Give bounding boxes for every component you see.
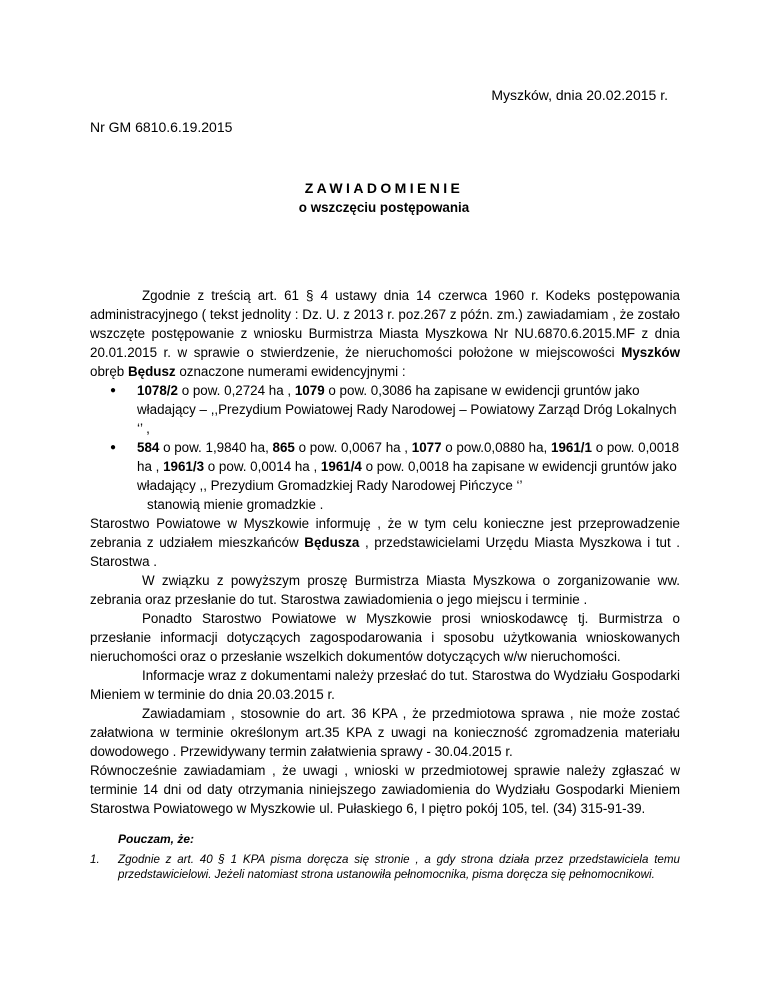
instruction-text: Zgodnie z art. 40 § 1 KPA pisma doręcza się stronie , a gdy strona działa przez przedstawiciela temu przedstawicielowi. Jeżeli natomiast strona ustanowiła pełnomocnika, pisma doręcza się pełnomocnikowi. <box>118 853 680 882</box>
instruction-heading: Pouczam, że: <box>118 832 195 846</box>
list-item: ● 1078/2 o pow. 0,2724 ha , 1079 o pow. 0,3086 ha zapisane w ewidencji gruntów jako władający – ,,Prezydium Powiatowej Rady Narodowej – Powiatowy Zarząd Dróg Lokalnych ‘’ , <box>110 383 677 436</box>
bullet-icon: ● <box>110 442 117 453</box>
paragraph-art36: Zawiadamiam , stosownie do art. 36 KPA , że przedmiotowa sprawa , nie może zostać załatwiona w terminie określonym art.35 KPA z uwagi na konieczność zgromadzenia materiału dowodowego . Przewidywany termin załatwienia sprawy - 30.04.2015 r. <box>90 706 680 759</box>
place-date: Myszków, dnia 20.02.2015 r. <box>491 87 668 103</box>
paragraph-remarks: Równocześnie zawiadamiam , że uwagi , wnioski w przedmiotowej sprawie należy zgłaszać w terminie 14 dni od daty otrzymania niniejszego zawiadomienia do Wydziału Gospodarki Mieniem Starostwa Powiatowego w Myszkowie ul. Pułaskiego 6, I piętro pokój 105, tel. (34) 315-91-39. <box>90 763 680 816</box>
document-body <box>90 286 680 818</box>
instruction-number: 1. <box>90 853 100 866</box>
paragraph-organize: W związku z powyższym proszę Burmistrza Miasta Myszkowa o zorganizowanie ww. zebrania oraz przesłanie do tut. Starostwa zawiadomienia o jego miejscu i terminie . <box>90 573 680 607</box>
reference-number: Nr GM 6810.6.19.2015 <box>90 119 233 135</box>
list-item: ● 584 o pow. 1,9840 ha, 865 o pow. 0,0067 ha , 1077 o pow.0,0880 ha, 1961/1 o pow. 0,0018 ha , 1961/3 o pow. 0,0014 ha , 1961/4 o pow. 0,0018 ha zapisane w ewidencji gruntów jako władający ,, Prezydium Gromadzkiej Rady Narodowej Pińczyce ‘’ <box>110 440 680 493</box>
intro-paragraph: Zgodnie z treścią art. 61 § 4 ustawy dnia 14 czerwca 1960 r. Kodeks postępowania administracyjnego ( tekst jednolity : Dz. U. z 2013 r. poz.267 z późn. zm.) zawiadamiam , że zostało wszczęte postępowanie z wniosku Burmistrza Miasta Myszkowa Nr NU.6870.6.2015.MF z dnia 20.01.2015 r. w sprawie o stwierdzenie, że nieruchomości położone w miejscowości Myszków obręb Będusz oznaczone numerami ewidencyjnymi : <box>90 288 680 379</box>
paragraph-deadline: Informacje wraz z dokumentami należy przesłać do tut. Starostwa do Wydziału Gospodarki Mieniem w terminie do dnia 20.03.2015 r. <box>90 668 680 702</box>
document-title: ZAWIADOMIENIE <box>304 180 464 196</box>
parcel-list <box>90 381 680 495</box>
instruction-item <box>90 852 680 882</box>
property-line: stanowią mienie gromadzkie . <box>147 497 324 512</box>
bullet-icon: ● <box>110 385 117 396</box>
paragraph-request: Ponadto Starostwo Powiatowe w Myszkowie prosi wnioskodawcę tj. Burmistrza o przesłanie informacji dotyczących zagospodarowania i sposobu użytkowania wnioskowanych nieruchomości oraz o przesłanie wszelkich dokumentów dotyczących w/w nieruchomości. <box>90 611 680 664</box>
starostwo-paragraph: Starostwo Powiatowe w Myszkowie informuję , że w tym celu konieczne jest przeprowadzenie zebrania z udziałem mieszkańców Będusza , przedstawicielami Urzędu Miasta Myszkowa i tut . Starostwa . <box>90 516 680 569</box>
document-subtitle: o wszczęciu postępowania <box>298 200 470 215</box>
